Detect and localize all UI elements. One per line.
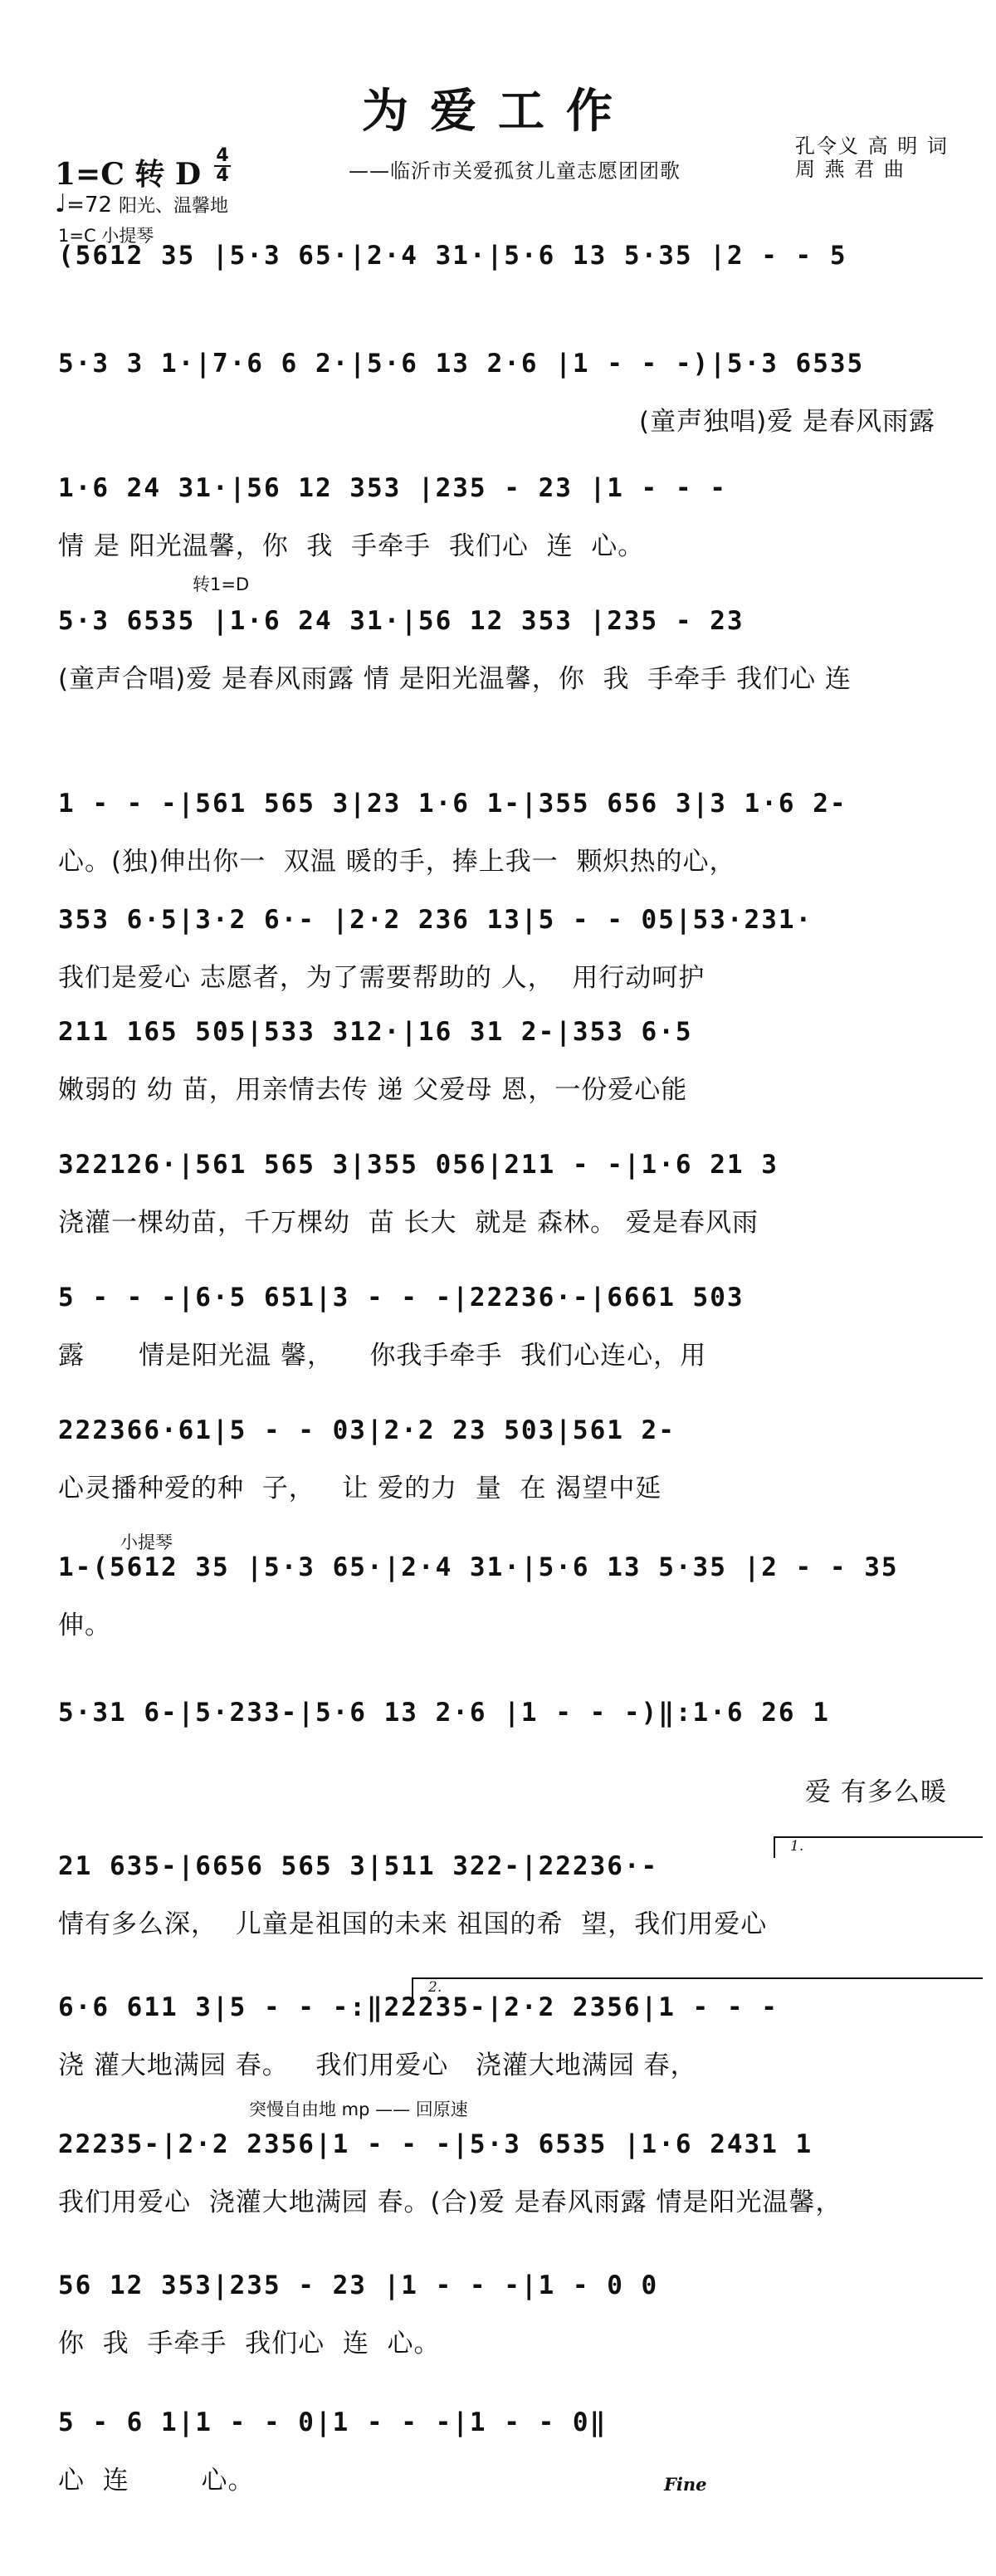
lyrics-line: 浇灌一棵幼苗，千万棵幼 苗 长大 就是 森林。 爱是春风雨 — [58, 1208, 759, 1238]
lyrics-line: 露 情是阳光温 馨， 你我手牵手 我们心连心，用 — [58, 1341, 707, 1371]
first-ending-label: 1. — [790, 1838, 804, 1855]
notation-line: 5 - 6 1|1 - - 0|1 - - -|1 - - 0‖ — [58, 2407, 608, 2437]
lyrics-line: 心灵播种爱的种 子， 让 爱的力 量 在 渴望中延 — [58, 1474, 662, 1503]
lyricist-credit: 孔令义 高 明 词 — [795, 134, 949, 158]
second-ending-bracket — [412, 1977, 983, 1999]
tempo-marking — [55, 189, 228, 218]
system-annotation: 转1=D — [193, 574, 250, 594]
lyrics-line: 你 我 手牵手 我们心 连 心。 — [58, 2329, 441, 2358]
tempo-value: =72 — [66, 193, 113, 218]
notation-line: 1-(5612 35 |5·3 65·|2·4 31·|5·6 13 5·35 |2 - - 35 — [58, 1552, 899, 1582]
time-signature-bottom: 4 — [216, 165, 229, 186]
expression-mark: 阳光、温馨地 — [119, 196, 229, 217]
lyrics-line: 心。(独)伸出你一 双温 暖的手，捧上我一 颗炽热的心， — [58, 847, 736, 877]
lyrics-line: 我们用爱心 浇灌大地满园 春。(合)爱 是春风雨露 情是阳光温馨， — [58, 2187, 842, 2217]
lyrics-line: 浇 灌大地满园 春。 我们用爱心 浇灌大地满园 春， — [58, 2051, 697, 2080]
notation-line: 1·6 24 31·|56 12 353 |235 - 23 |1 - - - — [58, 473, 727, 503]
lyrics-line: 嫩弱的 幼 苗，用亲情去传 递 父爱母 恩，一份爱心能 — [58, 1075, 688, 1105]
system-annotation: 突慢自由地 mp —— 回原速 — [249, 2099, 468, 2119]
composer-credit: 周 燕 君 曲 — [795, 158, 906, 181]
lyrics-line: 情有多么深， 儿童是祖国的未来 祖国的希 望，我们用爱心 — [58, 1909, 768, 1939]
song-subtitle: ——临沂市关爱孤贫儿童志愿团团歌 — [349, 159, 681, 183]
lyrics-line: 情 是 阳光温馨，你 我 手牵手 我们心 连 心。 — [58, 531, 645, 561]
quarter-note-icon: ♩ — [55, 189, 67, 218]
notation-line: 1 - - -|561 565 3|23 1·6 1-|355 656 3|3 1·6 2- — [58, 789, 847, 819]
notation-line: 322126·|561 565 3|355 056|211 - -|1·6 21 3 — [58, 1150, 779, 1180]
time-signature-top: 4 — [216, 145, 229, 166]
notation-line: 5 - - -|6·5 651|3 - - -|22236·-|6661 503 — [58, 1283, 745, 1312]
lyrics-line: (童声独唱)爱 是春风雨露 — [639, 407, 936, 437]
notation-line: 5·3 6535 |1·6 24 31·|56 12 353 |235 - 23 — [58, 606, 745, 636]
song-title: 为爱工作 — [362, 84, 634, 139]
system-annotation: Fine — [664, 2474, 707, 2495]
notation-line: 21 635-|6656 565 3|511 322-|22236·- — [58, 1851, 659, 1881]
second-ending-label: 2. — [428, 1979, 442, 1996]
time-signature — [214, 145, 231, 186]
notation-line: 222366·61|5 - - 03|2·2 23 503|561 2- — [58, 1415, 676, 1445]
notation-line: 211 165 505|533 312·|16 31 2-|353 6·5 — [58, 1017, 693, 1047]
lyrics-line: (童声合唱)爱 是春风雨露 情 是阳光温馨，你 我 手牵手 我们心 连 — [58, 664, 852, 694]
lyrics-line: 爱 有多么暖 — [805, 1777, 947, 1807]
lyrics-line: 伸。 — [58, 1611, 111, 1640]
notation-line: 5·3 3 1·|7·6 6 2·|5·6 13 2·6 |1 - - -)|5·3 6535 — [58, 349, 865, 379]
first-ending-bracket — [774, 1836, 983, 1858]
key-signature: 1=C 转 D — [55, 157, 202, 192]
notation-line: 5·31 6-|5·233-|5·6 13 2·6 |1 - - -)‖:1·6 26 1 — [58, 1698, 830, 1728]
notation-line: (5612 35 |5·3 65·|2·4 31·|5·6 13 5·35 |2 - - 5 — [58, 241, 847, 271]
notation-line: 6·6 611 3|5 - - -:‖22235-|2·2 2356|1 - - - — [58, 1992, 779, 2022]
lyrics-line: 心 连 心。 — [58, 2466, 255, 2495]
notation-line: 22235-|2·2 2356|1 - - -|5·3 6535 |1·6 2431 1 — [58, 2129, 813, 2159]
system-annotation: 1=C 小提琴 — [58, 226, 154, 246]
system-annotation: 小提琴 — [120, 1532, 173, 1552]
notation-line: 56 12 353|235 - 23 |1 - - -|1 - 0 0 — [58, 2270, 659, 2300]
lyrics-line: 我们是爱心 志愿者，为了需要帮助的 人， 用行动呵护 — [58, 963, 706, 993]
notation-line: 353 6·5|3·2 6·- |2·2 236 13|5 - - 05|53·231· — [58, 905, 813, 935]
